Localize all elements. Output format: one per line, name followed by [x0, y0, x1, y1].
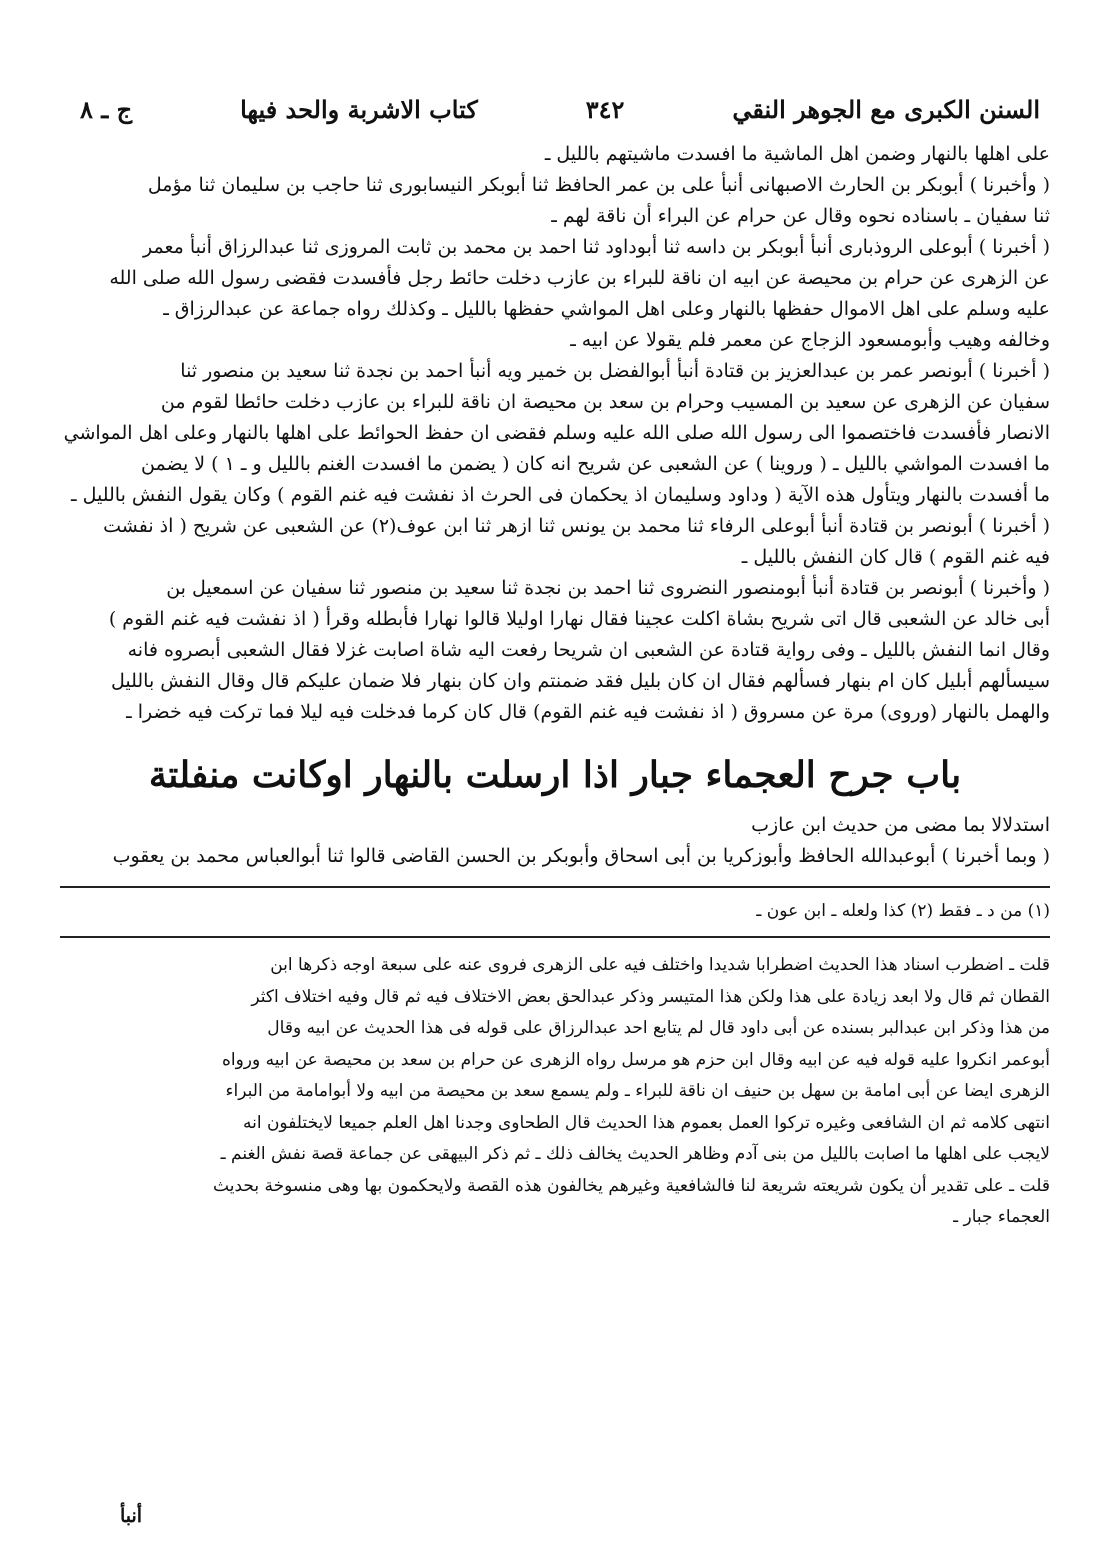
text-line: ( وبما أخبرنا ) أبوعبدالله الحافظ وأبوزكريا بن أبى اسحاق وأبوبكر بن الحسن القاضى قالوا ثنا أبوالعباس محمد بن يعقوب [112, 845, 1050, 867]
commentary-line: العجماء جبار ـ [953, 1207, 1050, 1227]
chapter-subtitle: استدلالا بما مضى من حديث ابن عازب [751, 814, 1050, 836]
text-line: على اهلها بالنهار وضمن اهل الماشية ما افسدت ماشيتهم بالليل ـ [544, 143, 1050, 165]
text-line: والهمل بالنهار (وروى) مرة عن مسروق ( اذ نفشت فيه غنم القوم) قال كان كرما فدخلت فيه ليلا فما تركت فيه خضرا ـ [126, 701, 1050, 723]
page [60, 95, 1050, 1234]
text-line: ( أخبرنا ) أبوعلى الروذبارى أنبأ أبوبكر بن داسه ثنا أبوداود ثنا احمد بن محمد بن ثابت المروزى ثنا عبدالرزاق أنبأ معمر [142, 236, 1050, 258]
text-line: ( وأخبرنا ) أبوبكر بن الحارث الاصبهانى أنبأ على بن عمر الحافظ ثنا أبوبكر النيسابورى ثنا حاجب بن سليمان ثنا مؤمل [147, 174, 1050, 196]
commentary-line: قلت ـ على تقدير أن يكون شريعته شريعة لنا فالشافعية وغيرهم يخالفون هذه القصة ولايحكمون بها وهى منسوخة بحديث [213, 1175, 1050, 1196]
text-line: وقال انما النفش بالليل ـ وفى رواية قتادة عن الشعبى ان شريحا رفعت اليه شاة اصابت غزلا فقال الشعبى أبصروه فانه [127, 639, 1050, 661]
text-line: ثنا سفيان ـ باسناده نحوه وقال عن حرام عن البراء أن ناقة لهم ـ [551, 205, 1050, 227]
footnote: (١) من د ـ فقط (٢) كذا ولعله ـ ابن عون ـ [756, 901, 1050, 921]
book-title: السنن الكبرى مع الجوهر النقي [732, 95, 1040, 124]
text-line: عن الزهرى عن حرام بن محيصة عن ابيه ان ناقة للبراء بن عازب دخلت حائط رجل فأفسدت فقضى رسول الله صلى الله [109, 267, 1050, 289]
catchword: أنبأ [120, 1505, 143, 1527]
chapter-title: كتاب الاشربة والحد فيها [240, 95, 478, 124]
commentary-line: قلت ـ اضطرب اسناد هذا الحديث اضطرابا شديدا واختلف فيه على الزهرى فروى عنه على سبعة اوجه ذكرها ابن [270, 955, 1050, 975]
text-line: فيه غنم القوم ) قال كان النفش بالليل ـ [741, 546, 1050, 568]
commentary-text [60, 950, 1050, 1234]
running-header [60, 95, 1050, 139]
text-line: سفيان عن الزهرى عن سعيد بن المسيب وحرام بن سعد بن محيصة ان ناقة للبراء بن عازب دخلت حائطا لقوم من [160, 391, 1050, 413]
commentary-line: انتهى كلامه ثم ان الشافعى وغيره تركوا العمل بعموم هذا الحديث قال الطحاوى وجدنا اهل العلم جميعا لايختلفون انه [242, 1112, 1050, 1133]
text-line: الانصار فأفسدت فاختصموا الى رسول الله صلى الله عليه وسلم فقضى ان حفظ الحوائط على اهلها بالنهار وعلى اهل المواشي [63, 422, 1050, 444]
commentary-line: من هذا وذكر ابن عبدالبر بسنده عن أبى داود قال لم يتابع احد عبدالرزاق على قوله فى هذا الحديث عن ابيه وقال [267, 1018, 1050, 1038]
main-text [60, 139, 1050, 872]
chapter-heading: باب جرح العجماء جبار اذا ارسلت بالنهار اوكانت منفلتة [148, 754, 962, 796]
text-line: ما أفسدت بالنهار ويتأول هذه الآية ( وداود وسليمان اذ يحكمان فى الحرث اذ نفشت فيه غنم القوم ) وكان يقول النفش بالليل ـ [70, 484, 1050, 506]
commentary-divider [60, 936, 1050, 938]
text-line: أبى خالد عن الشعبى قال اتى شريح بشاة اكلت عجينا فقال نهارا اوليلا قالوا نهارا فأبطله وقرأ ( اذ نفشت فيه غنم القوم ) [108, 608, 1050, 630]
volume-number: ج ـ ٨ [80, 95, 133, 124]
text-line: سيسألهم أبليل كان ام بنهار فسألهم فقال ان كان بليل فقد ضمنتم وان كان بنهار فلا ضمان عليكم قال وقال النفش بالليل [110, 670, 1050, 692]
text-line: وخالفه وهيب وأبومسعود الزجاج عن معمر فلم يقولا عن ابيه ـ [570, 329, 1050, 351]
commentary-line: القطان ثم قال ولا ابعد زيادة على هذا ولكن هذا المتيسر وذكر عبدالحق بعض الاختلاف فيه ثم قال وفيه اختلاف اكثر [251, 986, 1050, 1007]
text-line: ( أخبرنا ) أبونصر عمر بن عبدالعزيز بن قتادة أنبأ أبوالفضل بن خمير ويه أنبأ احمد بن نجدة ثنا سعيد بن منصور ثنا [180, 360, 1050, 382]
text-line: ( وأخبرنا ) أبونصر بن قتادة أنبأ أبومنصور النضروى ثنا احمد بن نجدة ثنا سعيد بن منصور ثنا سفيان عن اسمعيل بن [166, 577, 1050, 599]
text-line: عليه وسلم على اهل الاموال حفظها بالنهار وعلى اهل المواشي حفظها بالليل ـ وكذلك رواه جماعة عن عبدالرزاق ـ [163, 298, 1050, 320]
commentary-line: أبوعمر انكروا عليه قوله فيه عن ابيه وقال ابن حزم هو مرسل رواه الزهرى عن حرام بن سعد بن محيصة عن ابيه ورواه [221, 1049, 1050, 1070]
page-number: ٣٤٢ [585, 95, 625, 124]
text-line: ما افسدت المواشي بالليل ـ ( وروينا ) عن الشعبى عن شريح انه كان ( يضمن ما افسدت الغنم بالليل و ـ ١ ) لا يضمن [141, 453, 1050, 475]
commentary-line: لايجب على اهلها ما اصابت بالليل من بنى آدم وظاهر الحديث يخالف ذلك ـ ثم ذكر البيهقى عن جماعة قصة نفش الغنم ـ [220, 1144, 1050, 1164]
footnote-divider [60, 886, 1050, 888]
text-line: ( أخبرنا ) أبونصر بن قتادة أنبأ أبوعلى الرفاء ثنا محمد بن يونس ثنا ازهر ثنا ابن عوف(٢) عن الشعبى عن شريح ( اذ نفشت [103, 515, 1050, 537]
commentary-line: الزهرى ايضا عن أبى امامة بن سهل بن حنيف ان ناقة للبراء ـ ولم يسمع سعد بن محيصة من ابيه ولا أبوامامة من البراء [225, 1081, 1050, 1101]
